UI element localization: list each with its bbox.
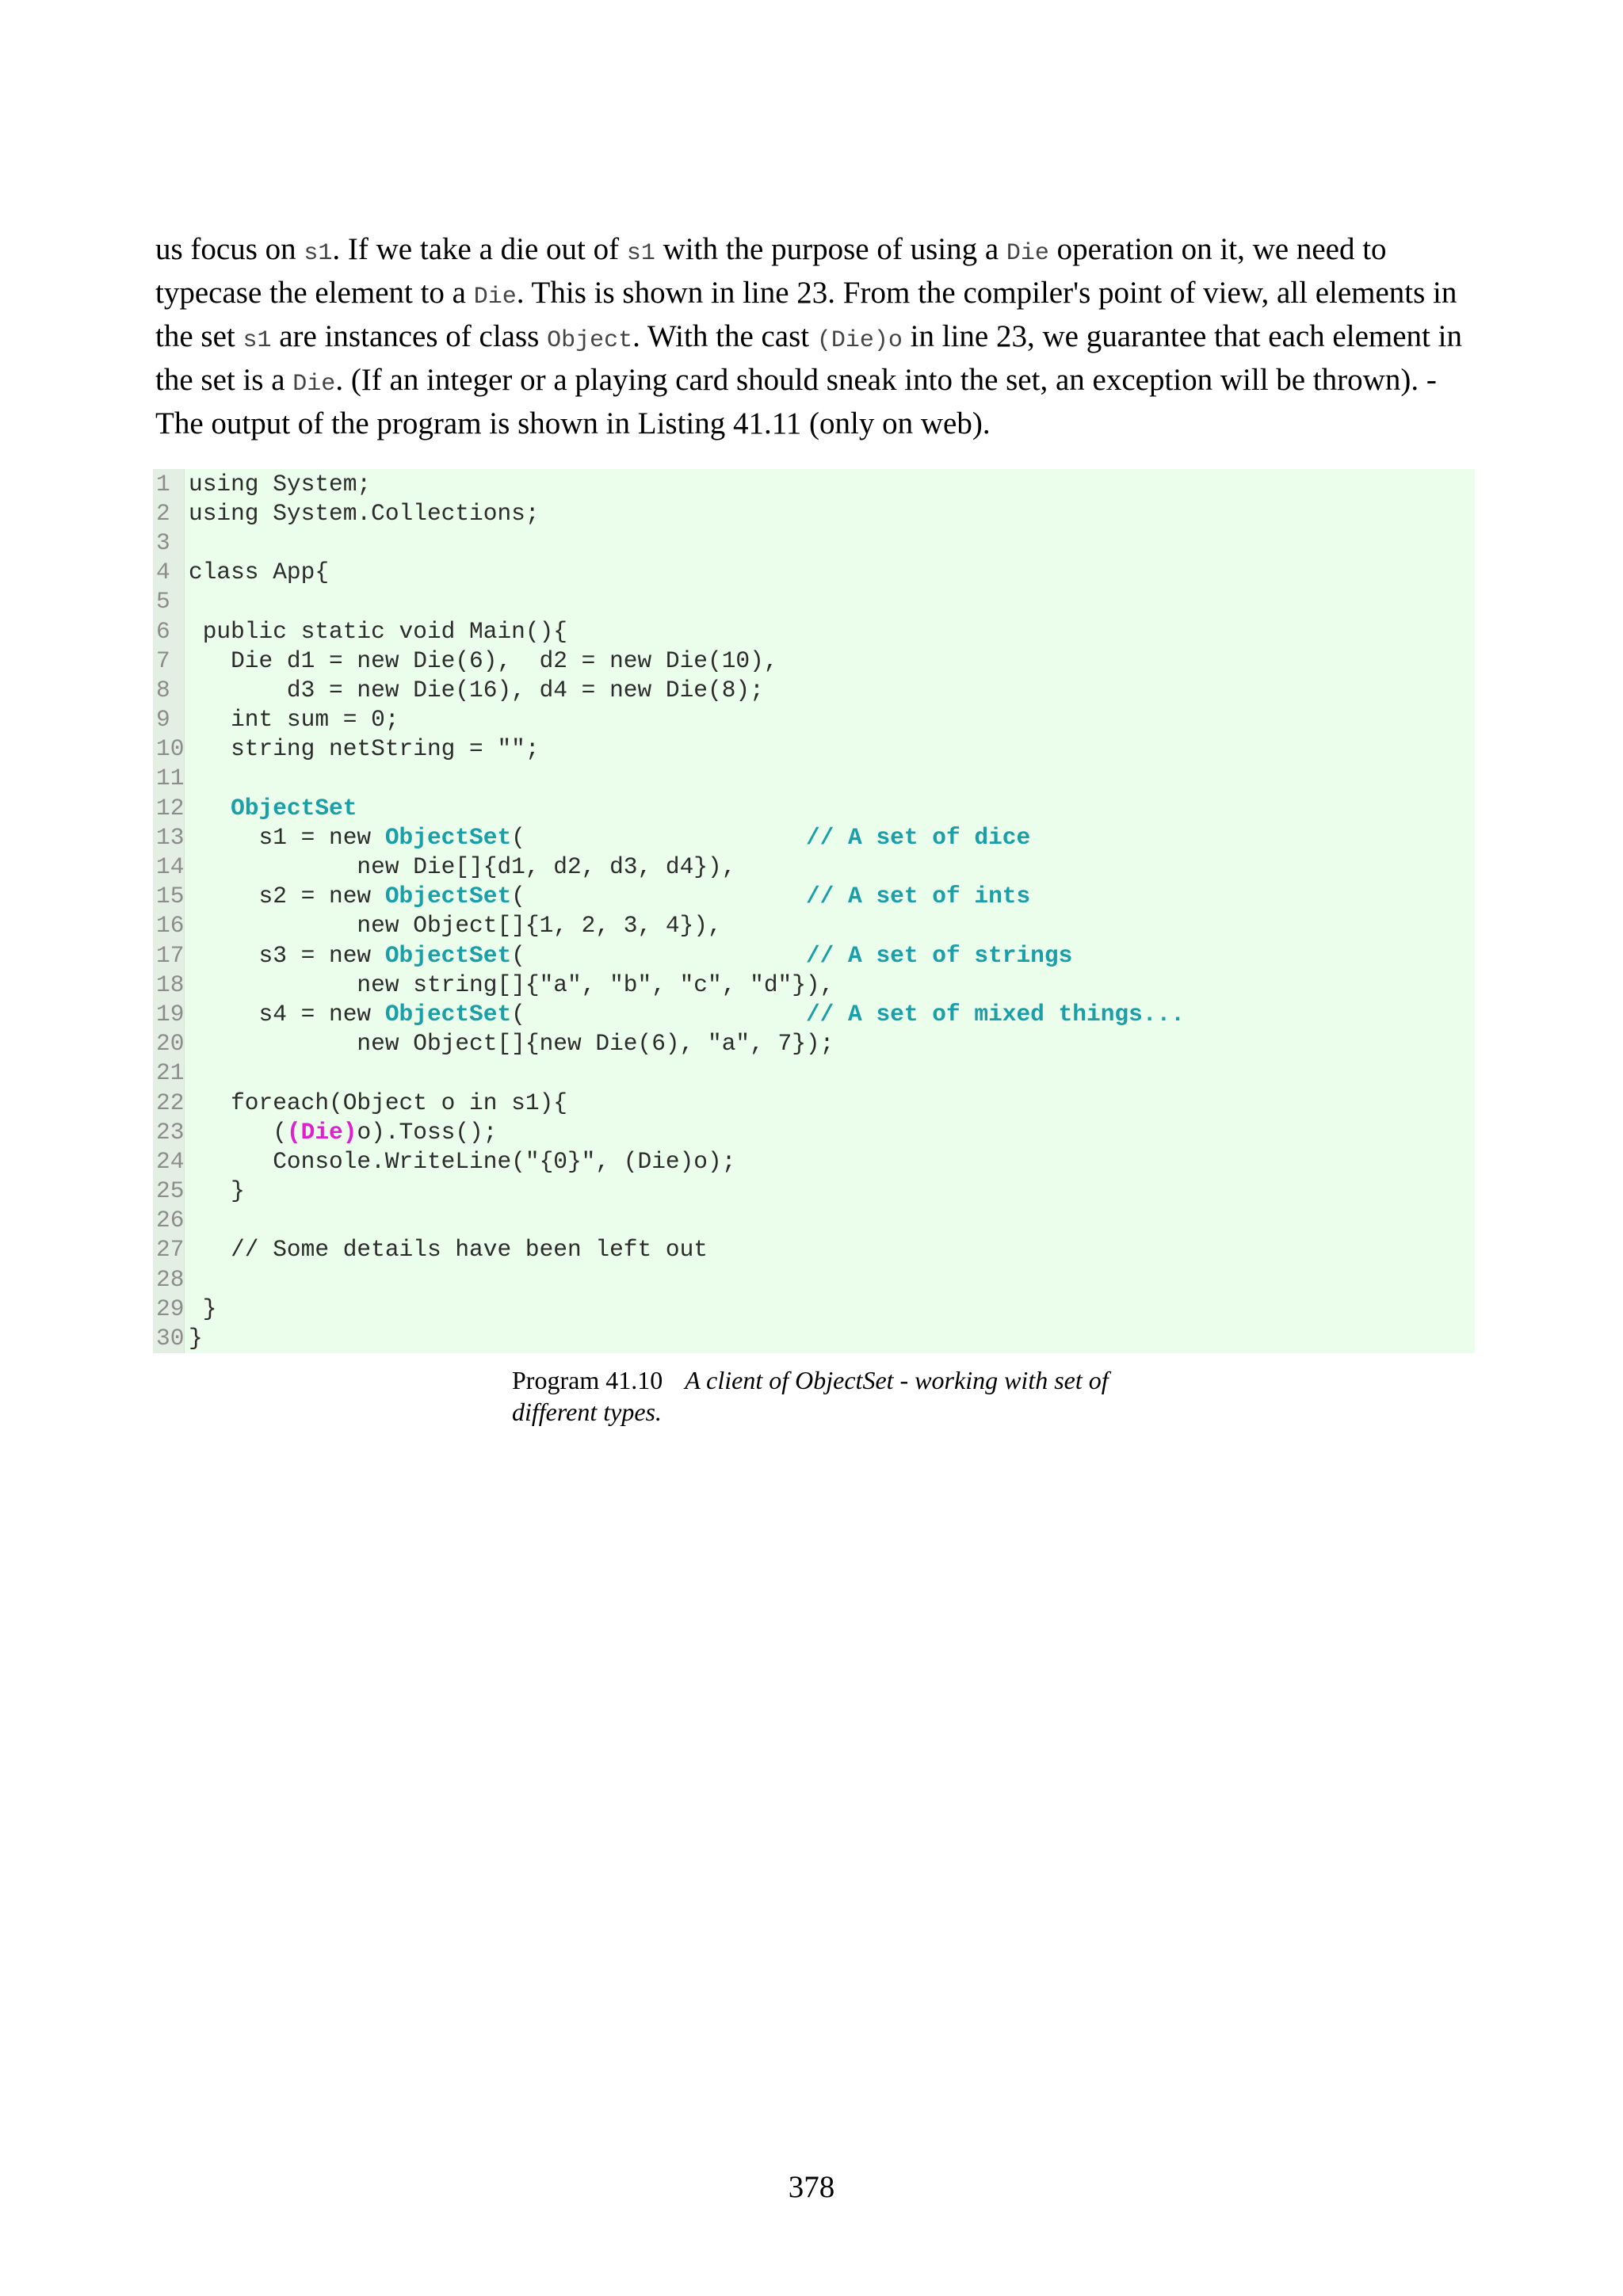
code-token: ( [511,823,806,851]
line-number: 30 [153,1323,185,1352]
code-token: class App{ [189,559,330,586]
code-token-kw: ObjectSet [384,1000,512,1028]
code-token: } [189,1325,203,1352]
code-text [185,647,778,674]
code-line [153,675,1475,704]
code-token: new Die[]{d1, d2, d3, d4}), [189,853,736,881]
code-text [185,618,567,645]
code-token-cast: (Die) [286,1118,357,1146]
line-number: 11 [153,764,185,793]
program-caption [512,1364,1162,1428]
code-token: int sum = 0; [189,706,399,734]
code-line [153,970,1475,999]
code-text [185,1119,497,1146]
code-token: s2 = new [189,883,385,910]
code-token: string netString = ""; [189,735,540,763]
code-token [189,795,231,822]
caption-title: A client of ObjectSet - working with set of different types. [512,1366,1109,1426]
code-line [153,1206,1475,1235]
code-token: d3 = new Die(16), d4 = new Die(8); [189,676,764,704]
line-number: 16 [153,911,185,940]
line-number: 29 [153,1294,185,1323]
code-token-kw: // A set of ints [805,883,1031,910]
code-line [153,498,1475,528]
code-token: new Object[]{1, 2, 3, 4}), [189,912,722,940]
line-number: 10 [153,734,185,764]
line-number: 2 [153,498,185,528]
code-line [153,616,1475,646]
code-text [185,1030,834,1057]
code-token: s4 = new [189,1000,385,1028]
code-line [153,1294,1475,1323]
caption-label: Program 41.10 [512,1366,663,1394]
code-text [185,824,1030,851]
code-text [185,1295,216,1322]
line-number: 4 [153,558,185,587]
code-line [153,1058,1475,1088]
code-token: } [189,1177,245,1205]
line-number: 27 [153,1235,185,1264]
code-token: using System; [189,470,372,498]
line-number: 17 [153,940,185,970]
line-number: 28 [153,1264,185,1294]
code-text [185,912,722,939]
code-text [185,853,735,880]
code-line [153,1235,1475,1264]
line-number: 12 [153,793,185,822]
code-listing [153,469,1475,1353]
code-text [185,1148,735,1175]
code-token: o).Toss(); [357,1118,498,1146]
code-line [153,1264,1475,1294]
code-token-kw: ObjectSet [384,823,512,851]
code-token-kw: // A set of mixed things... [805,1000,1185,1028]
line-number: 18 [153,970,185,999]
code-text [185,1177,245,1204]
code-token: new Object[]{new Die(6), "a", 7}); [189,1030,834,1058]
code-token-kw: // A set of dice [805,823,1031,851]
line-number: 3 [153,528,185,557]
intro-paragraph: us focus on s1. If we take a die out of s1 with the purpose of using a Die operation on it, we need to typecase the element to a Die. This is shown in line 23. From the compiler's point of view, all elements in the set s1 are instances of class Object. With the cast (Die)o in line 23, we guarantee that each element in the set is a Die. (If an integer or a playing card should sneak into the set, an exception will be thrown). - The output of the program is shown in Listing 41.11 (only on web). [155,232,1462,441]
code-line [153,1117,1475,1146]
code-line [153,852,1475,881]
line-number: 13 [153,822,185,852]
line-number: 25 [153,1177,185,1206]
code-text [185,471,371,498]
code-text [185,500,540,527]
line-number: 14 [153,852,185,881]
code-line [153,469,1475,498]
code-text [185,1325,203,1352]
code-token: Console.WriteLine("{0}", (Die)o); [189,1147,736,1175]
code-line [153,1029,1475,1058]
code-token: // Some details have been left out [189,1236,708,1264]
code-line [153,734,1475,764]
code-token: ( [511,941,806,969]
code-token-kw: ObjectSet [384,941,512,969]
code-line [153,646,1475,675]
line-number: 9 [153,705,185,734]
code-line [153,1146,1475,1176]
code-text [185,971,834,998]
line-number: 6 [153,616,185,646]
code-token-kw: ObjectSet [231,794,357,822]
line-number: 19 [153,999,185,1028]
line-number: 8 [153,675,185,704]
code-text [185,706,399,733]
code-token: ( [189,1118,287,1146]
line-number: 24 [153,1146,185,1176]
code-text [185,559,329,585]
code-line [153,587,1475,616]
code-token: ( [511,1000,806,1028]
code-line [153,999,1475,1028]
code-text [185,677,764,704]
code-token-kw: // A set of strings [805,941,1073,969]
code-text [185,735,540,762]
code-token: s3 = new [189,941,385,969]
line-number: 15 [153,882,185,911]
code-text [185,795,357,822]
code-token: ( [511,883,806,910]
line-number: 5 [153,587,185,616]
code-token: foreach(Object o in s1){ [189,1089,567,1116]
line-number: 23 [153,1117,185,1146]
page-number: 378 [788,2170,835,2204]
code-text [185,1236,708,1263]
code-token: s1 = new [189,823,385,851]
code-line [153,940,1475,970]
code-line [153,822,1475,852]
code-line [153,911,1475,940]
code-line [153,705,1475,734]
line-number: 26 [153,1206,185,1235]
code-text [185,942,1072,969]
code-token: new string[]{"a", "b", "c", "d"}), [189,971,834,998]
line-number: 20 [153,1029,185,1058]
code-line [153,1088,1475,1117]
code-text [185,883,1030,910]
code-token: } [189,1295,217,1322]
code-token: using System.Collections; [189,499,540,527]
code-token: public static void Main(){ [189,617,567,645]
line-number: 21 [153,1058,185,1088]
line-number: 7 [153,646,185,675]
code-text [185,1089,567,1116]
code-text [185,1001,1185,1028]
code-line [153,882,1475,911]
code-token-kw: ObjectSet [384,883,512,910]
code-line [153,528,1475,557]
code-line [153,764,1475,793]
code-line [153,558,1475,587]
code-line [153,1323,1475,1352]
line-number: 1 [153,469,185,498]
code-line [153,1177,1475,1206]
line-number: 22 [153,1088,185,1117]
code-token: Die d1 = new Die(6), d2 = new Die(10), [189,646,778,674]
code-line [153,793,1475,822]
